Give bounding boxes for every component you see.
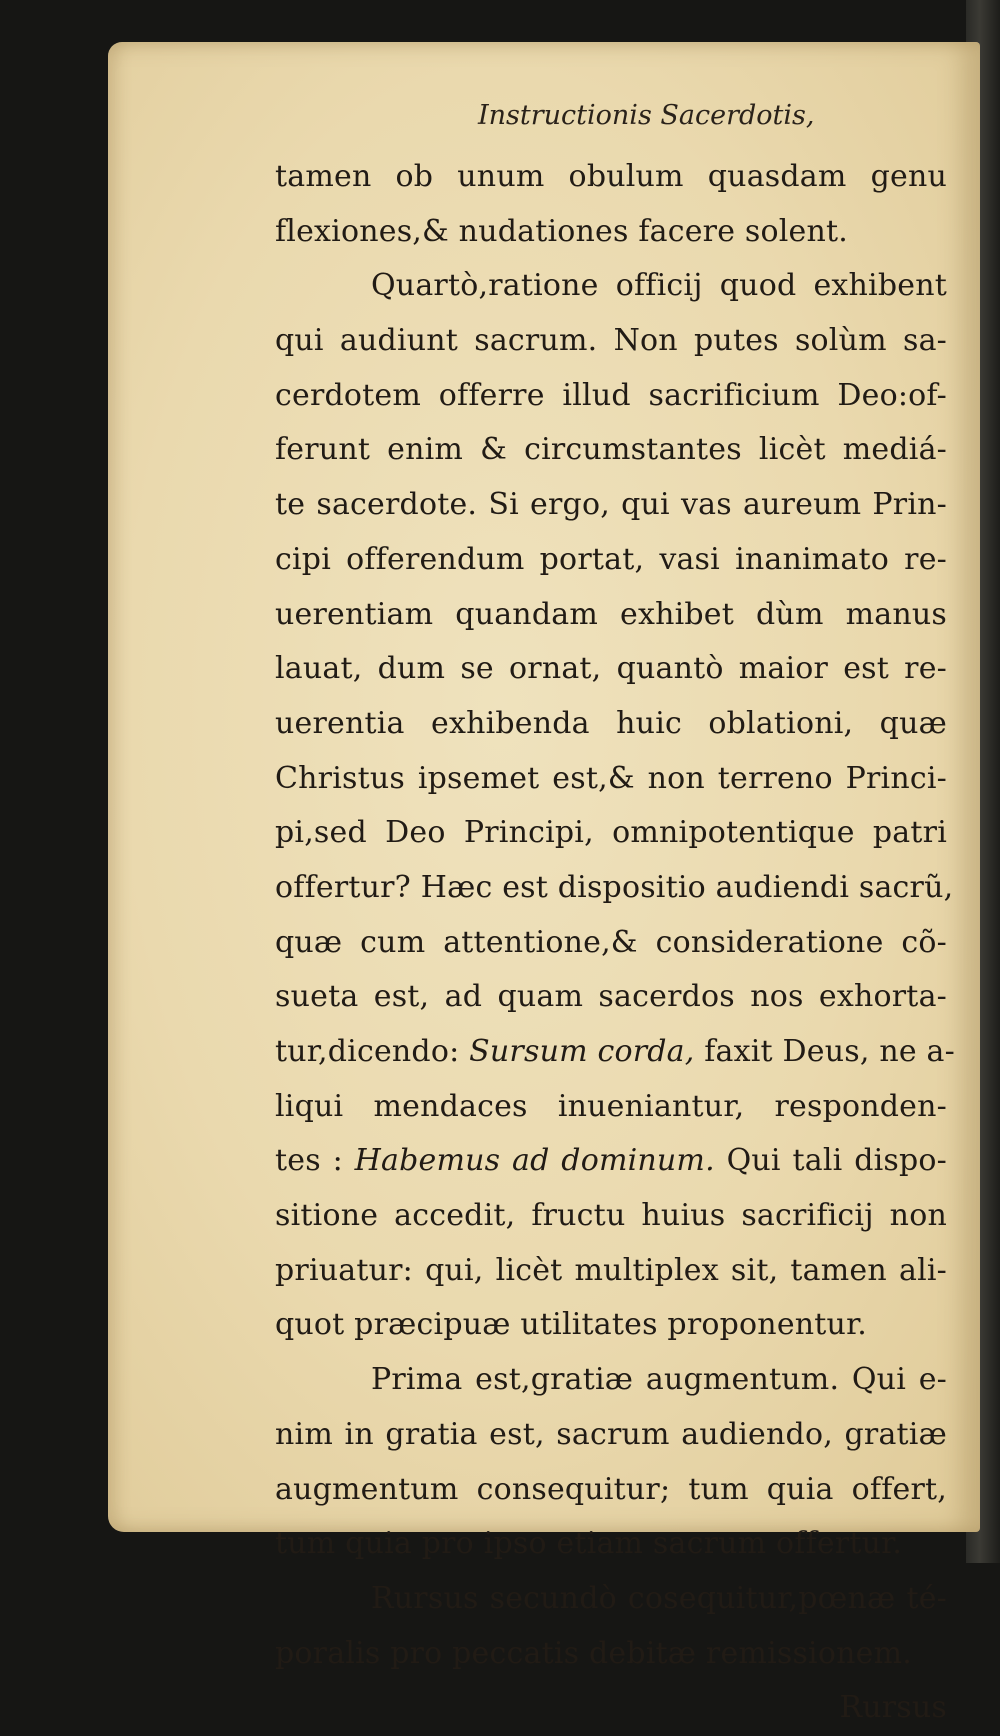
text-segment: Prima est,gratiæ augmentum. Qui e- (371, 1362, 947, 1398)
text-line (275, 916, 947, 971)
text-segment: lauat, dum se ornat, quantò maior est re- (275, 651, 947, 687)
text-line (275, 752, 947, 807)
text-line (275, 314, 947, 369)
text-line (275, 642, 947, 697)
text-line (275, 1517, 947, 1572)
text-line (275, 1298, 947, 1353)
text-line (275, 369, 947, 424)
text-line (275, 1572, 947, 1627)
text-segment: tamen ob unum obulum quasdam genu (275, 159, 947, 194)
text-segment: cerdotem offerre illud sacrificium Deo:of- (275, 377, 947, 413)
text-segment: sueta est, ad quam sacerdos nos exhorta- (275, 979, 947, 1015)
text-segment: augmentum consequitur; tum quia offert, (275, 1471, 947, 1507)
text-segment: sitione accedit, fructu huius sacrificij non (275, 1198, 947, 1234)
text-line (275, 1189, 947, 1244)
text-segment: pi,sed Deo Principi, omnipotentique patri (275, 815, 947, 851)
text-line (275, 423, 947, 478)
text-line (275, 533, 947, 588)
italic-phrase: Habemus ad dominum. (354, 1143, 715, 1179)
text-line (275, 861, 954, 916)
text-segment: poralis pro peccatis debitæ remissionem. (275, 1635, 912, 1671)
text-line (275, 970, 947, 1025)
text-segment: Rursus (839, 1690, 947, 1726)
text-line (275, 1627, 947, 1682)
text-segment: tur,dicendo: (275, 1034, 470, 1069)
text-line (275, 1353, 947, 1408)
text-segment: cipi offerendum portat, vasi inanimato re- (275, 541, 947, 577)
text-segment: qui audiunt sacrum. Non putes solùm sa- (275, 323, 947, 359)
text-line (275, 1134, 947, 1189)
text-line (275, 588, 947, 643)
text-segment: liqui mendaces inueniantur, responden- (275, 1088, 947, 1124)
page-text (275, 150, 955, 1736)
text-segment: nim in gratia est, sacrum audiendo, gratiæ (275, 1416, 947, 1452)
text-line (275, 205, 947, 260)
text-segment: tum quia pro ipso etiam sacrum offertur. (275, 1526, 903, 1562)
text-line (275, 806, 947, 861)
text-segment: uerentia exhibenda huic oblationi, quæ (275, 705, 947, 741)
text-segment: Quartò,ratione officij quod exhibent (371, 268, 947, 304)
text-line (275, 1463, 947, 1518)
text-segment: Christus ipsemet est,& non terreno Princi- (275, 760, 947, 796)
text-line (275, 1408, 947, 1463)
text-segment: ferunt enim & circumstantes licèt mediá- (275, 432, 947, 468)
italic-phrase: Sursum corda, (469, 1034, 695, 1069)
text-segment: priuatur: qui, licèt multiplex sit, tamen ali- (275, 1252, 947, 1288)
text-line (275, 1681, 947, 1736)
text-segment: Qui tali dispo- (714, 1143, 947, 1179)
text-line (275, 1244, 947, 1299)
text-line (275, 1025, 955, 1080)
text-segment: uerentiam quandam exhibet dùm manus (275, 596, 947, 632)
text-segment: tes : (275, 1143, 355, 1179)
text-segment: offertur? Hæc est dispositio audiendi sacrũ, (275, 869, 954, 905)
text-segment: Rursus secundò cosequitur,pœnæ té- (371, 1580, 947, 1616)
text-line (275, 259, 947, 314)
text-segment: te sacerdote. Si ergo, qui vas aureum Prin- (275, 487, 947, 523)
text-line (275, 478, 947, 533)
text-line (275, 1080, 947, 1135)
text-line (275, 697, 947, 752)
text-segment: quot præcipuæ utilitates proponentur. (275, 1307, 868, 1343)
running-head: Instructionis Sacerdotis, (478, 100, 815, 131)
text-line (275, 150, 947, 205)
text-segment: flexiones,& nudationes facere solent. (275, 213, 849, 249)
text-segment: quæ cum attentione,& consideratione cõ- (275, 924, 947, 960)
text-segment: faxit Deus, ne a- (694, 1034, 955, 1069)
